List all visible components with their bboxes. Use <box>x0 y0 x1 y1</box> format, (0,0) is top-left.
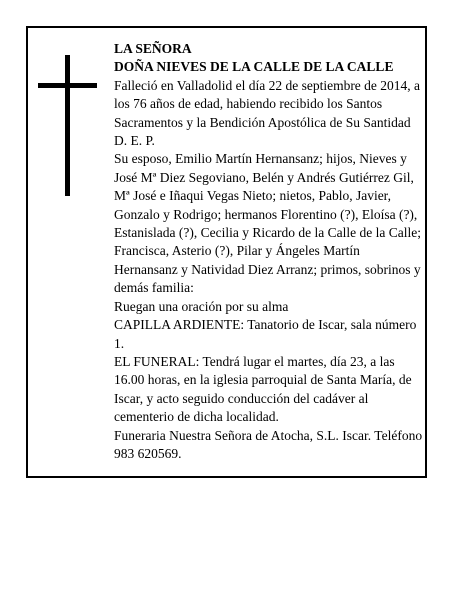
latin-cross-icon <box>65 55 70 196</box>
funeral-home-info: Funeraria Nuestra Señora de Atocha, S.L. Iscar. Teléfono 983 620569. <box>114 427 423 461</box>
latin-cross-icon-crossbar <box>38 83 97 88</box>
deceased-name: DOÑA NIEVES DE LA CALLE DE LA CALLE <box>114 59 394 75</box>
death-announcement: Falleció en Valladolid el día 22 de septiembre de 2014, a los 76 años de edad, habiendo recibido los Santos Sacramentos y la Bendición Apostólica de Su Santidad D. E. P. <box>114 77 421 149</box>
prayer-request: Ruegan una oración por su alma <box>114 298 289 314</box>
obituary-text <box>114 40 426 463</box>
obituary-title: LA SEÑORA <box>114 41 192 56</box>
family-list: Su esposo, Emilio Martín Hernansanz; hijos, Nieves y José Mª Diez Segoviano, Belén y Andrés Gutiérrez Gil, Mª José e Iñaqui Vegas Nieto; nietos, Pablo, Javier, Gonzalo y Rodrigo; hermanos Florentino (?), Eloísa (?), Estanislada (?), Cecilia y Ricardo de la Calle de la Calle; Francisca, Asterio (?), Pilar y Ángeles Martín Hernansanz y Natividad Diez Arranz; primos, sobrinos y demás familia: <box>114 151 422 296</box>
funeral-info: EL FUNERAL: Tendrá lugar el martes, día 23, a las 16.00 horas, en la iglesia parroquial de Santa María, de Iscar, y acto seguido conducción del cadáver al cementerio de dicha localidad. <box>114 353 412 425</box>
chapel-info: CAPILLA ARDIENTE: Tanatorio de Iscar, sala número 1. <box>114 317 417 351</box>
